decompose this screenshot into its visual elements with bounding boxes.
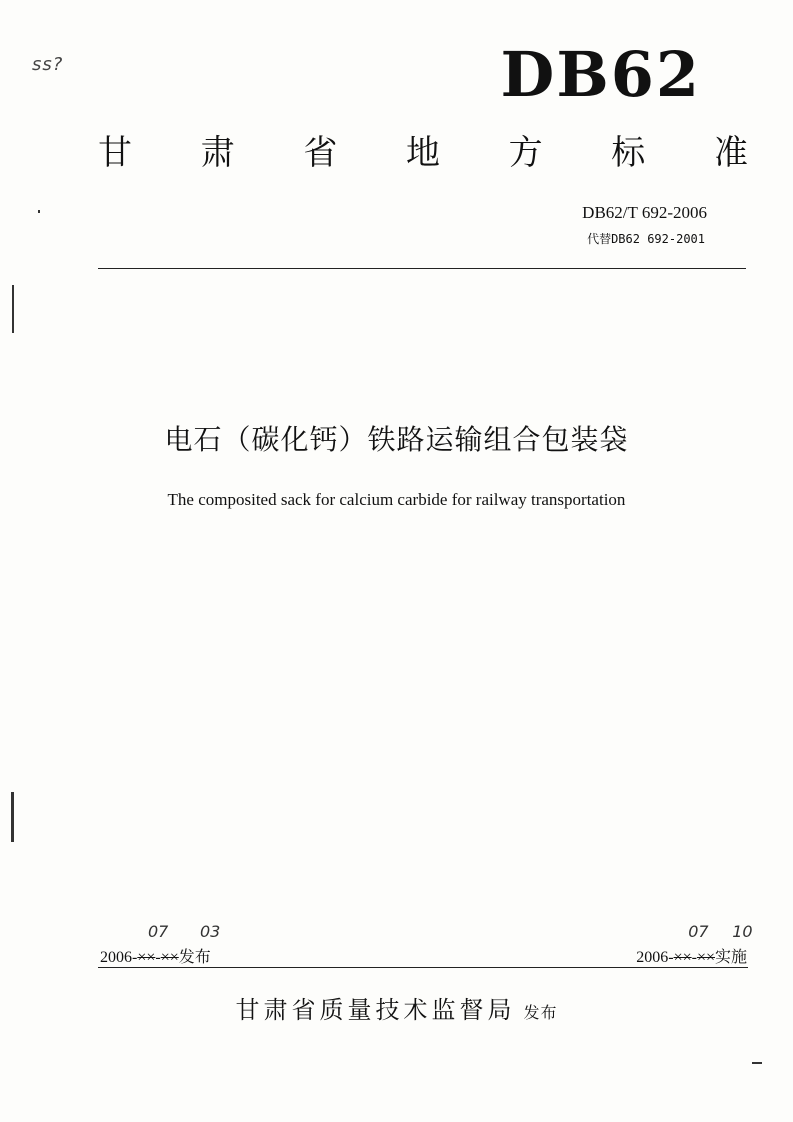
- publish-month-struck: ××: [137, 949, 156, 966]
- standard-code: DB62/T 692-2006: [582, 203, 707, 222]
- implement-date: 07 10 2006-××-××实施: [636, 922, 753, 966]
- standard-type-char: 省: [303, 133, 338, 173]
- top-divider: [98, 268, 746, 269]
- replaces-standard: 代替DB62 692-2001: [587, 232, 705, 246]
- implement-month-struck: ××: [673, 949, 692, 966]
- standard-type-char: 甘: [98, 133, 132, 173]
- handwritten-note: ss?: [32, 54, 64, 75]
- handwritten-implement-month: 07: [688, 922, 709, 941]
- standard-type-char: 地: [405, 133, 440, 173]
- bottom-divider: [98, 967, 748, 968]
- issuing-authority: [0, 990, 793, 1025]
- handwritten-publish-month: 07: [148, 922, 169, 941]
- standard-logo: DB62: [500, 38, 701, 111]
- implement-label: 实施: [714, 947, 747, 966]
- document-title-chinese: 电石（碳化钙）铁路运输组合包装袋: [164, 423, 629, 456]
- standard-type-heading: [98, 133, 748, 173]
- implement-day-struck: ××: [696, 949, 715, 966]
- publish-year: 2006-: [100, 949, 138, 966]
- handwritten-publish-day: 03: [200, 922, 221, 941]
- handwritten-implement-day: 10: [732, 922, 753, 941]
- scan-artifact: [752, 1062, 762, 1064]
- issuer-name: 甘肃省质量技术监督局: [235, 996, 516, 1024]
- publish-day-struck: ××: [160, 949, 179, 966]
- scan-artifact: [38, 210, 40, 213]
- standard-type-char: 方: [508, 133, 543, 173]
- document-title-english: The composited sack for calcium carbide for railway transportation: [167, 490, 626, 509]
- publish-date: 07 03 2006-××-××发布: [100, 922, 221, 966]
- scan-artifact: [11, 792, 14, 842]
- implement-year: 2006-: [636, 949, 674, 966]
- standard-type-char: 准: [713, 133, 748, 173]
- scan-artifact: [12, 285, 14, 333]
- issuer-suffix: 发布: [523, 1003, 558, 1022]
- standard-type-char: 标: [611, 133, 646, 173]
- publish-label: 发布: [178, 947, 211, 966]
- standard-type-char: 肃: [200, 133, 235, 173]
